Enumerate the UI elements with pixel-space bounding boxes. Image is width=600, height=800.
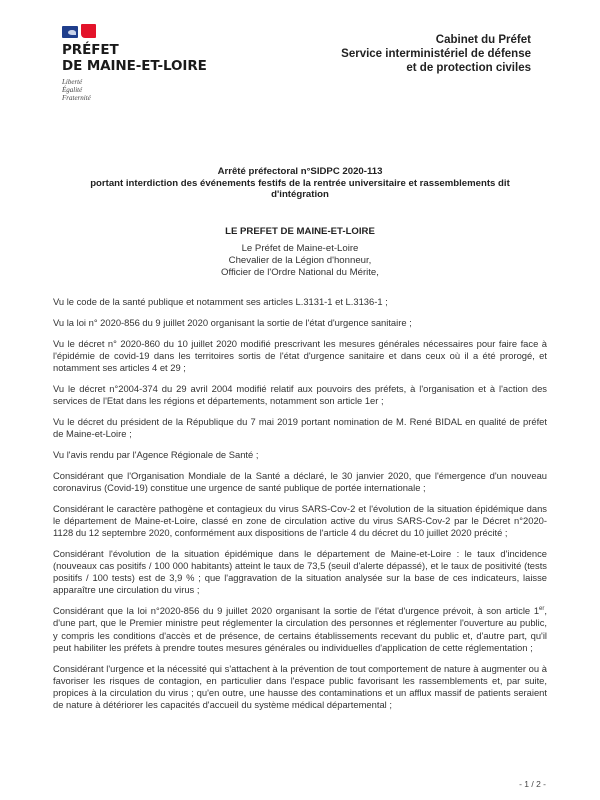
vu-paragraph: Vu le code de la santé publique et notamment ses articles L.3131-1 et L.3136-1 ; bbox=[53, 296, 388, 307]
motto-line: Liberté bbox=[62, 78, 83, 86]
considerant-paragraph: Considérant l'urgence et la nécessité qui s'attachent à la prévention de tout comportement de nature à augmenter ou à favoriser les risques de contagion, en particulier dans l'espace public favorisant les rassemblements et, par suite, propices à la circulation du virus ; qu'en outre, une hausse des contaminations et un afflux massif de patients seraient de nature à détériorer les capacités d'accueil du système médical départemental ; bbox=[53, 662, 547, 711]
superscript: er bbox=[539, 606, 545, 613]
prefet-title-line: Chevalier de la Légion d'honneur, bbox=[228, 255, 372, 266]
vu-paragraph: Vu la loi n° 2020-856 du 9 juillet 2020 organisant la sortie de l'état d'urgence sanitaire ; bbox=[53, 316, 412, 328]
prefet-title-line: Le Préfet de Maine-et-Loire bbox=[241, 243, 359, 254]
vu-paragraph: Vu le décret du président de la République du 7 mai 2019 portant nomination de M. René BIDAL en qualité de préfet de Maine-et-Loire ; bbox=[53, 415, 547, 439]
republic-motto bbox=[62, 78, 207, 102]
prefecture-logo bbox=[62, 24, 207, 102]
prefecture-name bbox=[62, 42, 207, 74]
considerant-paragraph: Considérant que l'Organisation Mondiale de la Santé a déclaré, le 30 janvier 2020, que l'émergence d'un nouveau coronavirus (Covid-19) constitue une urgence de santé publique de portée internationale ; bbox=[53, 469, 547, 493]
issuing-service bbox=[341, 33, 531, 75]
vu-paragraph: Vu le décret n° 2020-860 du 10 juillet 2020 modifié prescrivant les mesures générales nécessaires pour faire face à l'épidémie de covid-19 dans les territoires sortis de l'état d'urgence sanitaire et dans ceux où il a été prorogé, et notamment ses articles 4 et 29 ; bbox=[53, 337, 547, 373]
service-line: et de protection civiles bbox=[406, 62, 531, 74]
motto-line: Fraternité bbox=[62, 94, 91, 102]
prefecture-name-line: PRÉFET bbox=[62, 42, 119, 58]
vu-paragraph: Vu le décret n°2004-374 du 29 avril 2004 modifié relatif aux pouvoirs des préfets, à l'organisation et à l'action des services de l'Etat dans les régions et départements, notamment son article 1er ; bbox=[53, 382, 547, 406]
prefet-titles bbox=[40, 243, 560, 279]
marianne-flag-icon bbox=[62, 24, 96, 39]
considerant-paragraph: Considérant le caractère pathogène et contagieux du virus SARS-Cov-2 et l'évolution de la situation épidémique dans le département de Maine-et-Loire, classé en zone de circulation active du virus SARS-Cov-2 par le Décret n°2020-1128 du 12 septembre 2020, conformément aux dispositions de l'article 4 du décret du 10 juillet 2020 précité ; bbox=[53, 502, 547, 538]
paragraph-text: Considérant que la loi n°2020-856 du 9 juillet 2020 organisant la sortie de l'état d'urgence prévoit, à son article 1 bbox=[53, 605, 540, 617]
flag-red-part bbox=[81, 24, 96, 38]
motto-line: Égalité bbox=[62, 86, 83, 94]
prefet-title-line: Officier de l'Ordre National du Mérite, bbox=[221, 267, 379, 278]
decree-title-line: Arrêté préfectoral n°SIDPC 2020-113 bbox=[217, 166, 383, 177]
prefet-heading: LE PREFET DE MAINE-ET-LOIRE bbox=[225, 226, 375, 237]
page-number: - 1 / 2 - bbox=[519, 779, 546, 789]
decree-title-line: d'intégration bbox=[271, 189, 329, 200]
considerant-paragraph: Considérant l'évolution de la situation épidémique dans le département de Maine-et-Loire : le taux d'incidence (nouveaux cas positifs / 100 000 habitants) atteint le taux de 73,5 (seuil d'alerte dépassé), et le taux de positivité (tests positifs / 100 tests) est de 3,9 % ; que l'aggravation de la situation analysée sur la base de ces indicateurs, laisse apparaître une circulation du virus ; bbox=[53, 547, 547, 596]
decree-title bbox=[40, 166, 560, 201]
vu-paragraph: Vu l'avis rendu par l'Agence Régionale de Santé ; bbox=[53, 448, 259, 460]
service-line: Cabinet du Préfet bbox=[435, 34, 531, 46]
paragraph-text: , d'une part, que le Premier ministre peut réglementer la circulation des personnes et réglementer l'ouverture au public, y compris les conditions d'accès et de présence, de certains établissements recevant du public et, d'autre part, qu'il peut habiliter les préfets à prendre toutes mesures générales ou individuelles d'application de cette réglementation ; bbox=[53, 605, 547, 653]
flag-blue-part bbox=[62, 26, 78, 38]
decree-body bbox=[53, 296, 547, 720]
decree-title-line: portant interdiction des événements festifs de la rentrée universitaire et rassemblements dit bbox=[90, 177, 510, 189]
service-line: Service interministériel de défense bbox=[341, 48, 531, 60]
prefecture-name-line: DE MAINE-ET-LOIRE bbox=[62, 58, 207, 74]
considerant-paragraph bbox=[53, 605, 547, 654]
